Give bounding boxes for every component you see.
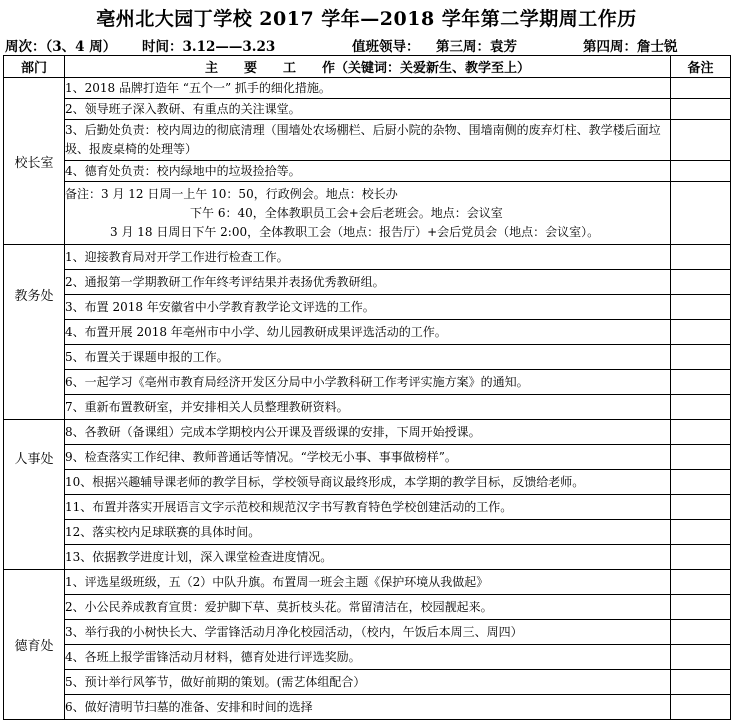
note-cell	[671, 245, 731, 270]
duty-week3: 第三周：袁芳	[436, 39, 517, 55]
table-row	[4, 520, 731, 545]
academic-item-1: 1、迎接教育局对开学工作进行检查工作。	[65, 245, 671, 270]
moral-item-3: 3、举行我的小树快长大、学雷锋活动月净化校园活动，（校内，午饭后本周三、周四）	[65, 620, 671, 645]
header-row	[4, 56, 731, 78]
subtitle-bar	[0, 32, 733, 54]
table-row	[4, 620, 731, 645]
date-range: 时间：3.12——3.23	[142, 39, 276, 55]
note-cell	[671, 395, 731, 420]
note-cell	[671, 99, 731, 120]
meeting-note-3: 3 月 18 日周日下午 2:00，全体教职工会（地点：报告厅）+会后党员会（地点：会议室）。	[110, 224, 600, 239]
table-row	[4, 695, 731, 720]
academic-item-9: 9、检查落实工作纪律、教师普通话等情况。“学校无小事、事事做榜样”。	[65, 445, 671, 470]
academic-item-2: 2、通报第一学期教研工作年终考评结果并表扬优秀教研组。	[65, 270, 671, 295]
note-cell	[671, 161, 731, 182]
academic-item-6: 6、一起学习《亳州市教育局经济开发区分局中小学教科研工作考评实施方案》的通知。	[65, 370, 671, 395]
moral-item-6: 6、做好清明节扫墓的准备、安排和时间的选择	[65, 695, 671, 720]
table-row	[4, 470, 731, 495]
note-cell	[671, 545, 731, 570]
academic-item-13: 13、依据教学进度计划，深入课堂检查进度情况。	[65, 545, 671, 570]
table-row	[4, 320, 731, 345]
table-row	[4, 370, 731, 395]
table-row	[4, 120, 731, 161]
note-cell	[671, 320, 731, 345]
table-row	[4, 645, 731, 670]
note-cell	[671, 370, 731, 395]
academic-item-10: 10、根据兴趣辅导课老师的教学目标，学校领导商议最终形成，本学期的教学目标，反馈给老师。	[65, 470, 671, 495]
academic-item-8: 8、各教研（备课组）完成本学期校内公开课及晋级课的安排，下周开始授课。	[65, 420, 671, 445]
table-row	[4, 495, 731, 520]
meeting-note-2: 下午 6：40，全体教职员工会+会后老班会。地点：会议室	[190, 205, 503, 220]
principal-item-1: 1、2018 品牌打造年 “五个一” 抓手的细化措施。	[65, 78, 671, 99]
dept-personnel: 人事处	[4, 420, 65, 570]
table-row	[4, 545, 731, 570]
principal-meeting-notes	[65, 182, 671, 245]
moral-item-1: 1、评选星级班级，五（2）中队升旗。布置周一班会主题《保护环境从我做起》	[65, 570, 671, 595]
table-row	[4, 345, 731, 370]
principal-item-3: 3、后勤处负责：校内周边的彻底清理（围墙处农场棚栏、后厨小院的杂物、围墙南侧的废弃灯柱、教学楼后面垃圾、报废桌椅的处理等）	[65, 120, 671, 161]
note-cell	[671, 495, 731, 520]
table-row	[4, 570, 731, 595]
meeting-note-1: 备注：3 月 12 日周一上午 10：50，行政例会。地点：校长办	[65, 186, 398, 201]
header-note: 备注	[671, 56, 731, 78]
note-cell	[671, 520, 731, 545]
note-cell	[671, 345, 731, 370]
academic-item-11: 11、布置并落实开展语言文字示范校和规范汉字书写教育特色学校创建活动的工作。	[65, 495, 671, 520]
academic-item-12: 12、落实校内足球联赛的具体时间。	[65, 520, 671, 545]
note-cell	[671, 595, 731, 620]
table-row	[4, 161, 731, 182]
week-number: 周次：（3、4 周）	[5, 39, 117, 55]
academic-item-4: 4、布置开展 2018 年亳州市中小学、幼儿园教研成果评选活动的工作。	[65, 320, 671, 345]
table-row	[4, 245, 731, 270]
note-cell	[671, 620, 731, 645]
principal-item-2: 2、领导班子深入教研、有重点的关注课堂。	[65, 99, 671, 120]
dept-moral-education: 德育处	[4, 570, 65, 720]
duty-week4: 第四周：詹士锐	[583, 39, 678, 55]
note-cell	[671, 470, 731, 495]
note-cell	[671, 420, 731, 445]
note-cell	[671, 695, 731, 720]
header-work: 主 要 工 作（关键词：关爱新生、教学至上）	[65, 56, 671, 78]
note-cell	[671, 270, 731, 295]
academic-item-3: 3、布置 2018 年安徽省中小学教育教学论文评选的工作。	[65, 295, 671, 320]
header-dept: 部门	[4, 56, 65, 78]
table-row	[4, 670, 731, 695]
table-row	[4, 99, 731, 120]
note-cell	[671, 645, 731, 670]
moral-item-2: 2、小公民养成教育宣贯：爱护脚下草、莫折枝头花。常留清洁在，校园靓起来。	[65, 595, 671, 620]
academic-item-5: 5、布置关于课题申报的工作。	[65, 345, 671, 370]
principal-item-4: 4、德育处负责：校内绿地中的垃圾捡拾等。	[65, 161, 671, 182]
duty-leader-label: 值班领导：	[352, 39, 420, 55]
note-cell	[671, 78, 731, 99]
work-calendar-table	[3, 55, 731, 720]
dept-academic-affairs: 教务处	[4, 245, 65, 420]
moral-item-4: 4、各班上报学雷锋活动月材料，德育处进行评选奖励。	[65, 645, 671, 670]
note-cell	[671, 182, 731, 245]
moral-item-5: 5、预计举行风筝节，做好前期的策划。(需艺体组配合）	[65, 670, 671, 695]
table-row	[4, 395, 731, 420]
note-cell	[671, 570, 731, 595]
table-row	[4, 295, 731, 320]
table-row	[4, 270, 731, 295]
note-cell	[671, 120, 731, 161]
table-row	[4, 182, 731, 245]
note-cell	[671, 295, 731, 320]
table-row	[4, 445, 731, 470]
table-row	[4, 595, 731, 620]
page-title: 亳州北大园丁学校 2017 学年—2018 学年第二学期周工作历	[96, 8, 637, 30]
table-row	[4, 78, 731, 99]
note-cell	[671, 445, 731, 470]
academic-item-7: 7、重新布置教研室，并安排相关人员整理教研资料。	[65, 395, 671, 420]
dept-principal-office: 校长室	[4, 78, 65, 245]
table-row	[4, 420, 731, 445]
note-cell	[671, 670, 731, 695]
